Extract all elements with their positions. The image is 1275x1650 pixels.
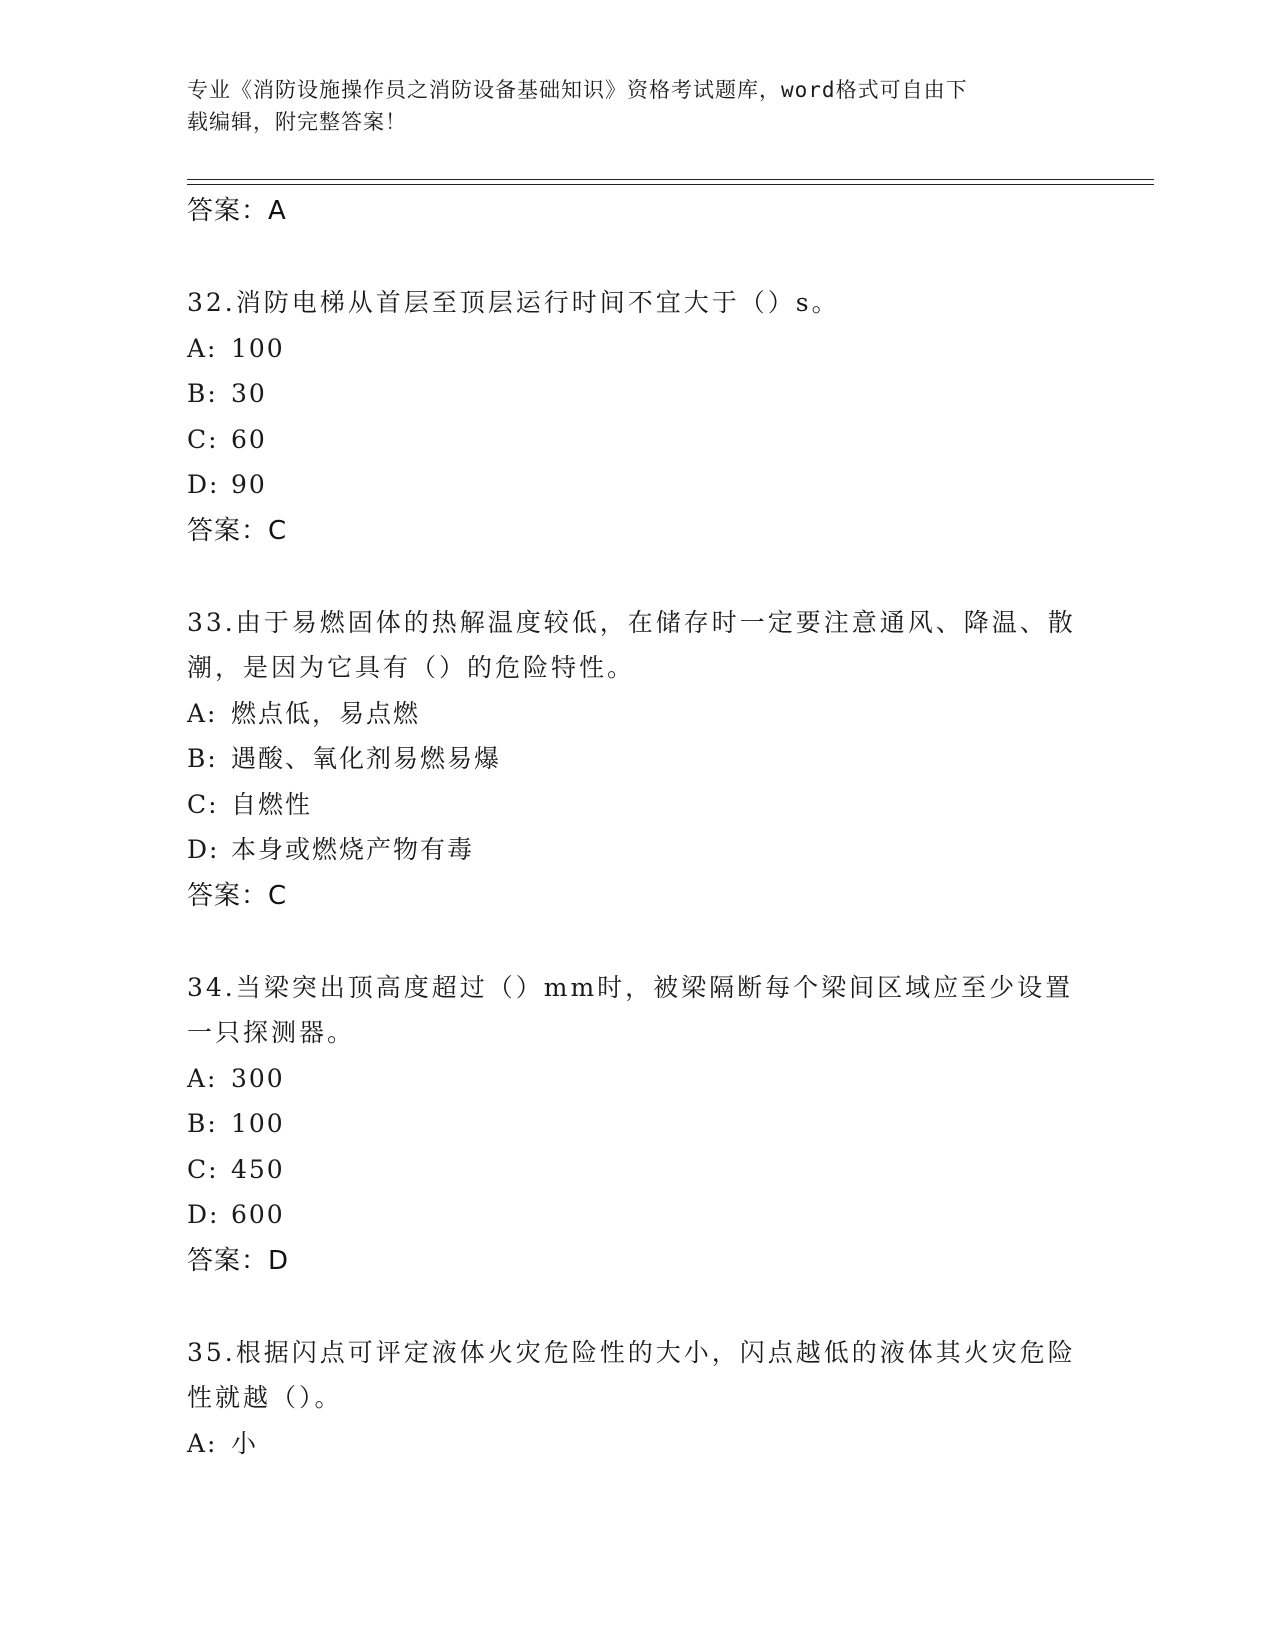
- option-letter: A:: [187, 1428, 218, 1458]
- option-letter: A:: [187, 1063, 218, 1093]
- answer-label: 答案：D: [187, 1245, 290, 1276]
- option-letter: B:: [187, 744, 218, 773]
- option-text: 本身或燃烧产物有毒: [231, 835, 475, 864]
- question-item: [187, 965, 1087, 1284]
- question-text: 32.消防电梯从首层至顶层运行时间不宜大于（）s。: [187, 288, 840, 317]
- question-text: 34.当梁突出顶高度超过（）mm时，被梁隔断每个梁间区域应至少设置一只探测器。: [187, 972, 1074, 1047]
- option-text: 自燃性: [231, 789, 313, 819]
- option-letter: C:: [187, 1154, 219, 1184]
- option-letter: A:: [187, 333, 218, 363]
- option-text: 100: [231, 333, 285, 363]
- option-c: [187, 1147, 1087, 1193]
- option-a: [187, 691, 1087, 737]
- question-item: [187, 600, 1087, 919]
- option-letter: D:: [187, 470, 220, 499]
- question-item: [187, 280, 1087, 554]
- option-d: [187, 462, 1087, 508]
- option-text: 小: [231, 1428, 259, 1458]
- option-letter: B:: [187, 379, 218, 408]
- header-line-2: 载编辑，附完整答案！: [187, 110, 407, 134]
- option-a: [187, 1056, 1087, 1102]
- option-text: 90: [231, 470, 267, 499]
- answer-label: 答案：A: [187, 196, 287, 226]
- option-c: [187, 782, 1087, 828]
- option-a: [187, 1421, 1087, 1467]
- header-divider-bottom: [187, 184, 1154, 185]
- option-b: [187, 1101, 1087, 1147]
- option-c: [187, 417, 1087, 463]
- option-b: [187, 371, 1087, 417]
- option-text: 燃点低，易点燃: [231, 698, 421, 728]
- document-header: [187, 74, 1067, 138]
- option-letter: C:: [187, 789, 219, 819]
- option-letter: C:: [187, 424, 219, 454]
- question-text: 33.由于易燃固体的热解温度较低，在储存时一定要注意通风、降温、散潮，是因为它具有（）的危险特性。: [187, 607, 1076, 682]
- option-text: 30: [231, 379, 267, 408]
- option-text: 遇酸、氧化剂易燃易爆: [231, 744, 502, 773]
- option-d: [187, 1192, 1087, 1238]
- option-letter: A:: [187, 698, 218, 728]
- option-text: 450: [231, 1154, 285, 1184]
- question-item: [187, 1330, 1087, 1467]
- option-text: 600: [231, 1200, 285, 1229]
- question-list: [187, 188, 1087, 1466]
- option-letter: B:: [187, 1109, 218, 1138]
- option-text: 60: [231, 424, 267, 454]
- option-a: [187, 326, 1087, 372]
- header-line-1: 专业《消防设施操作员之消防设备基础知识》资格考试题库，word格式可自由下: [187, 78, 968, 102]
- header-divider-top: [187, 179, 1154, 180]
- option-b: [187, 736, 1087, 782]
- answer-label: 答案：C: [187, 880, 288, 911]
- option-text: 300: [231, 1063, 285, 1093]
- option-letter: D:: [187, 1200, 220, 1229]
- option-d: [187, 827, 1087, 873]
- option-text: 100: [231, 1109, 285, 1138]
- option-letter: D:: [187, 835, 220, 864]
- question-text: 35.根据闪点可评定液体火灾危险性的大小，闪点越低的液体其火灾危险性就越（）。: [187, 1337, 1076, 1412]
- answer-label: 答案：C: [187, 515, 288, 546]
